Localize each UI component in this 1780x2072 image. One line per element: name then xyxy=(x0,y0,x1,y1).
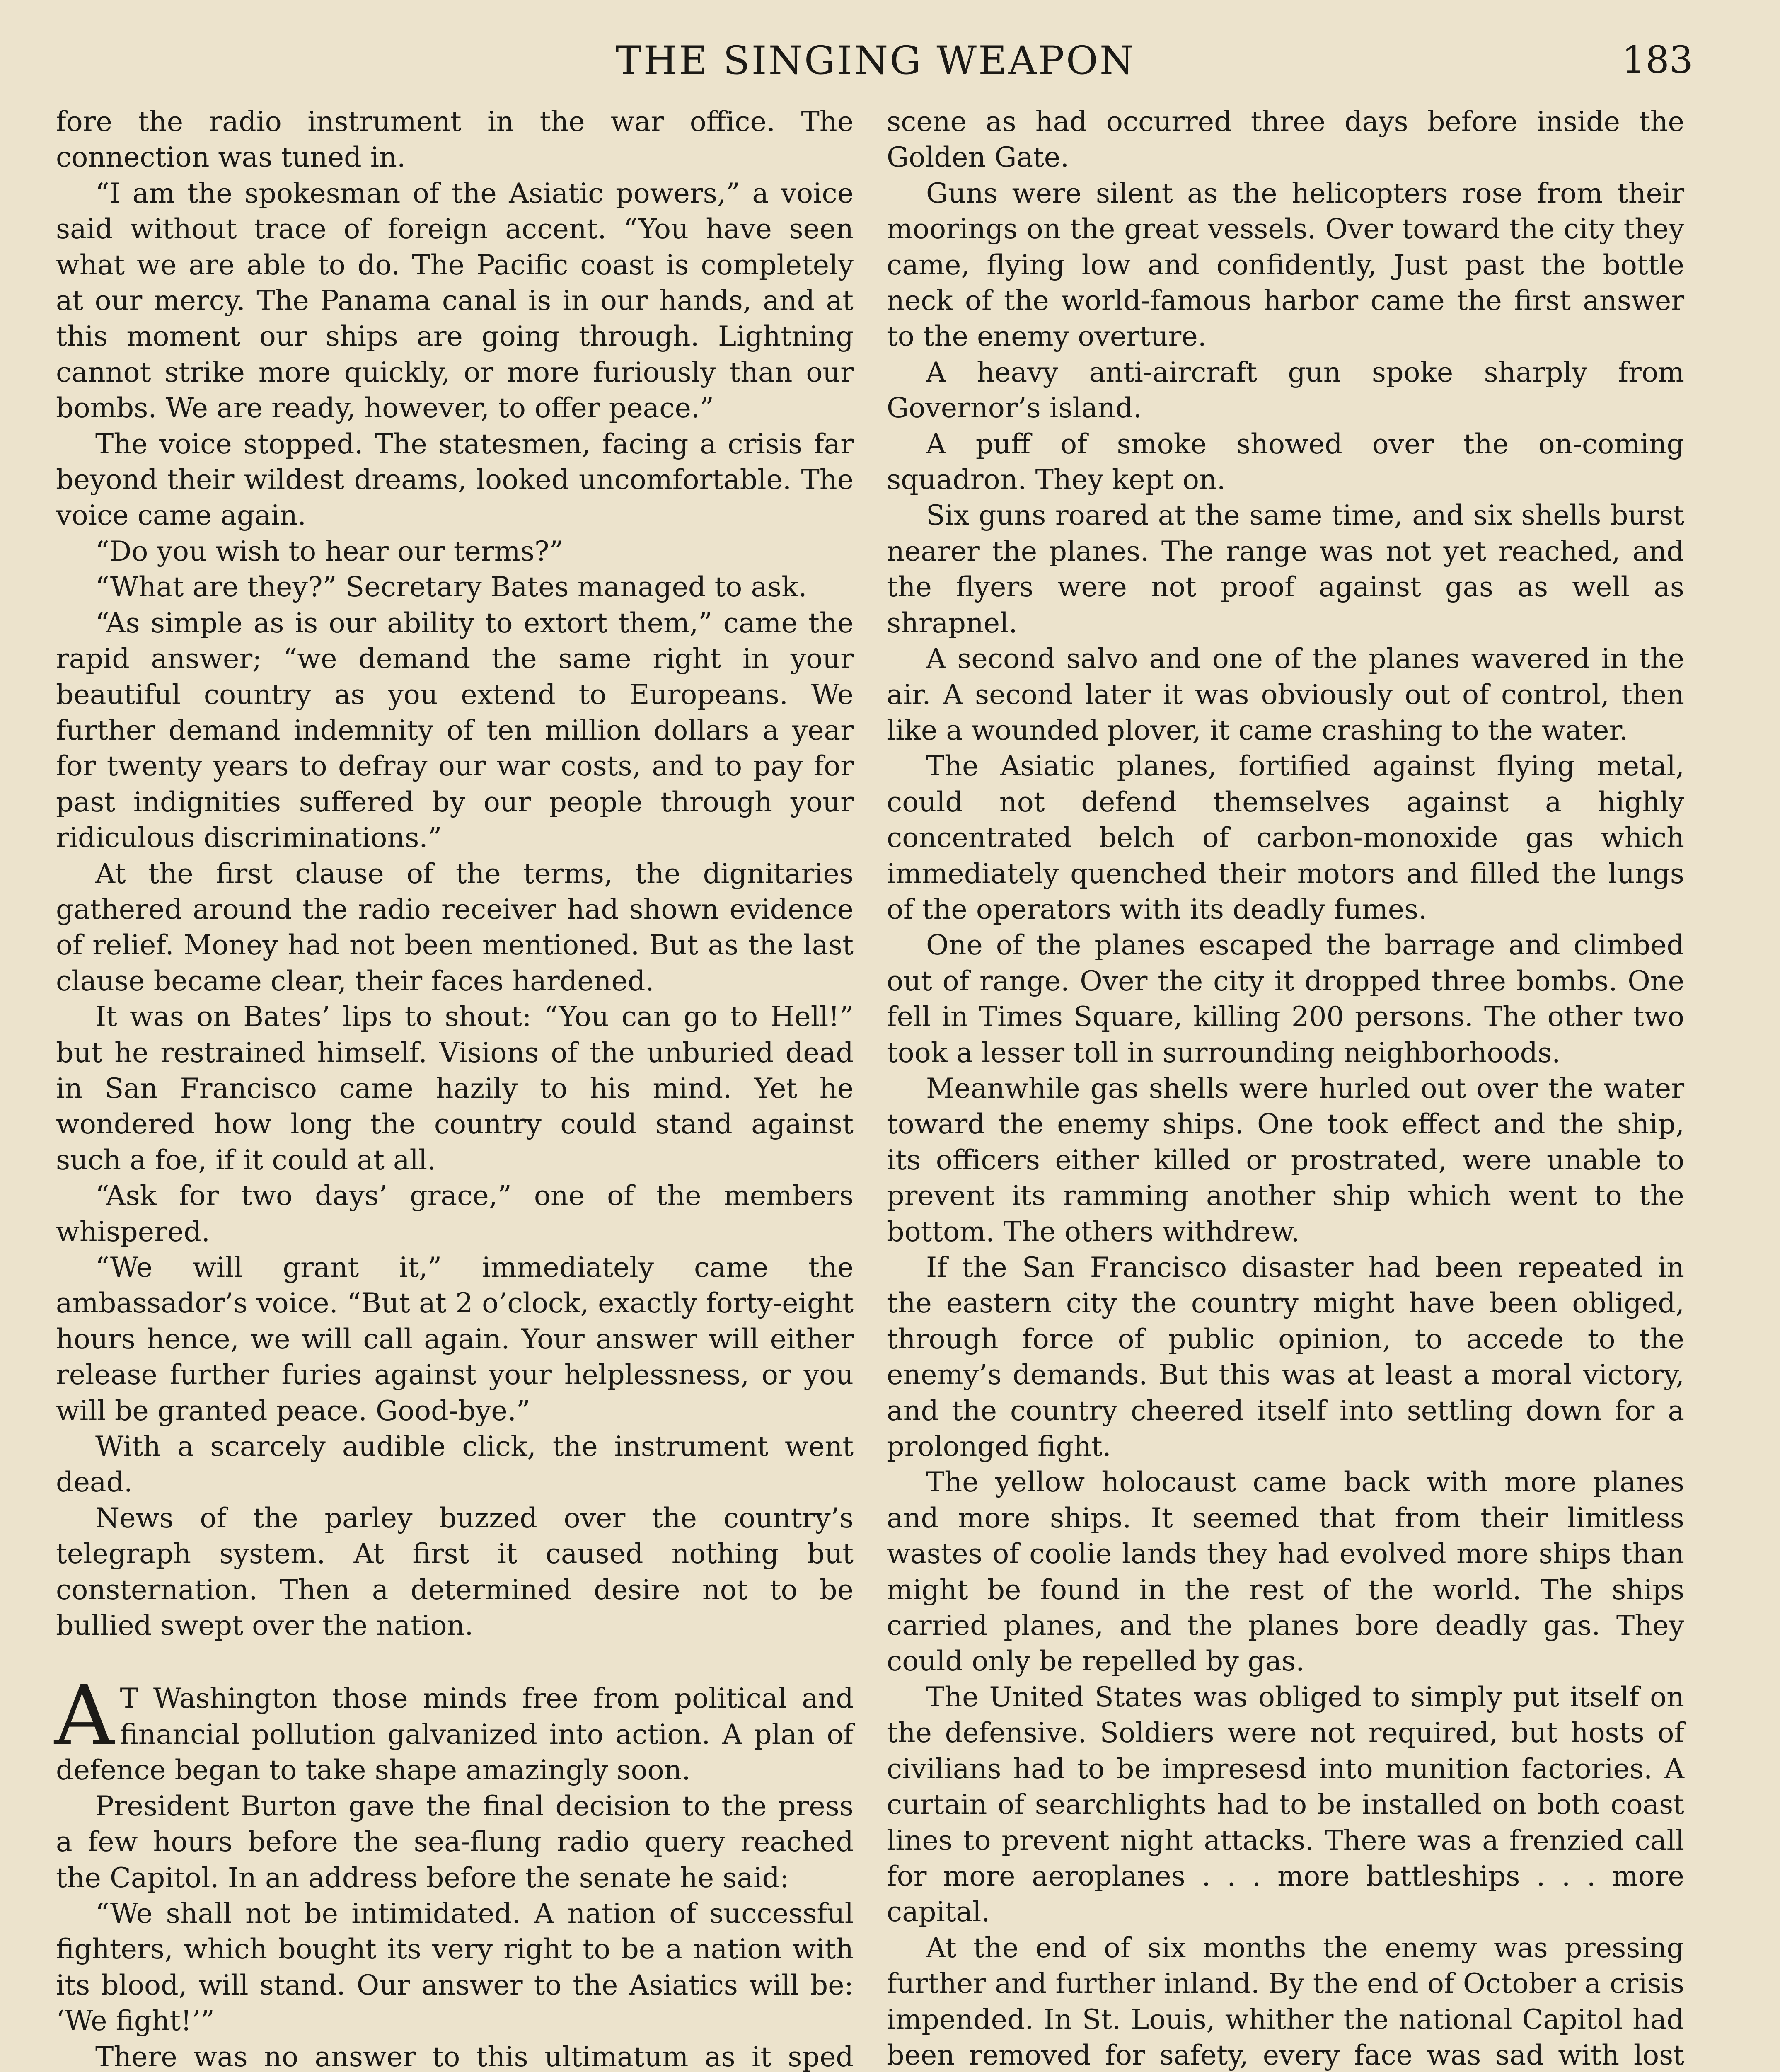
paragraph: “We will grant it,” immediately came the ambassador’s voice. “But at 2 o’clock, exactly forty-eight hours hence, we will call again. Your answer will either release further furies against your helplessness, or you will be granted peace. Good-bye.” xyxy=(56,1251,854,1427)
paragraph: President Burton gave the final decision to the press a few hours before the sea-flung radio query reached the Capitol. In an address before the senate he said: xyxy=(56,1789,854,1894)
paragraph: A puff of smoke showed over the on-coming squadron. They kept on. xyxy=(887,427,1684,496)
drop-cap: A xyxy=(54,1668,114,1765)
paragraph: “Do you wish to hear our terms?” xyxy=(95,535,564,567)
paragraph: At the end of six months the enemy was pressing further and further inland. By the end of October a crisis impended. In St. Louis, whither the national Capitol had been removed for safety, every face was sad with lost xyxy=(887,1931,1684,2071)
paragraph: The yellow holocaust came back with more planes and more ships. It seemed that from their limitless wastes of coolie lands they had evolved more ships than might be found in the rest of the world. The ships carried planes, and the planes bore deadly gas. They could only be repelled by gas. xyxy=(887,1466,1684,1677)
paragraph: A second salvo and one of the planes wavered in the air. A second later it was obviously out of control, then like a wounded plover, it came crashing to the water. xyxy=(887,642,1684,746)
paragraph: With a scarcely audible click, the instrument went dead. xyxy=(56,1430,854,1498)
paragraph: “What are they?” Secretary Bates managed to ask. xyxy=(95,571,807,603)
page-header xyxy=(58,38,1693,92)
running-title: THE SINGING WEAPON xyxy=(615,38,1136,83)
paragraph: Guns were silent as the helicopters rose from their moorings on the great vessels. Over toward the city they came, flying low and confidently, Just past the bottle neck of the world-famous harbor came the first answer to the enemy overture. xyxy=(887,177,1684,353)
paragraph: scene as had occurred three days before inside the Golden Gate. xyxy=(887,105,1684,174)
paragraph: Meanwhile gas shells were hurled out over the water toward the enemy ships. One took effect and the ship, its officers either killed or prostrated, were unable to prevent its ramming another ship which went to the bottom. The others withdrew. xyxy=(887,1072,1684,1248)
paragraph: News of the parley buzzed over the country’s telegraph system. At first it caused nothing but consternation. Then a determined desire not to be bullied swept over the nation. xyxy=(56,1501,854,1642)
paragraph: One of the planes escaped the barrage and climbed out of range. Over the city it dropped three bombs. One fell in Times Square, killing 200 persons. The other two took a lesser toll in surrounding neighborhoods. xyxy=(887,929,1684,1069)
page-number: 183 xyxy=(1622,38,1693,82)
paragraph: “I am the spokesman of the Asiatic powers,” a voice said without trace of foreign accent. “You have seen what we are able to do. The Pacific coast is completely at our mercy. The Panama canal is in our hands, and at this moment our ships are going through. Lightning cannot strike more quickly, or more furiously than our bombs. We are ready, however, to offer peace.” xyxy=(56,177,854,424)
paragraph: “As simple as is our ability to extort them,” came the rapid answer; “we demand the same right in your beautiful country as you extend to Europeans. We further demand indemnity of ten million dollars a year for twenty years to defray our war costs, and to pay for past indignities suffered by our people through your ridiculous discriminations.” xyxy=(56,606,854,854)
section-opening-paragraph xyxy=(54,1668,854,1788)
paragraph: The United States was obliged to simply put itself on the defensive. Soldiers were not required, but hosts of civilians had to be impresesd into munition factories. A curtain of searchlights had to be installed on both coast lines to prevent night attacks. There was a frenzied call for more aeroplanes . . . more battleships . . . more capital. xyxy=(887,1680,1684,1928)
paragraph: If the San Francisco disaster had been repeated in the eastern city the country might have been obliged, through force of public opinion, to accede to the enemy’s demands. But this was at least a moral victory, and the country cheered itself into settling down for a prolonged fight. xyxy=(887,1251,1684,1463)
right-column xyxy=(887,104,1684,2072)
paragraph: There was no answer to this ultimatum as it sped xyxy=(95,2040,854,2072)
paragraph: It was on Bates’ lips to shout: “You can go to Hell!” but he restrained himself. Visions of the unburied dead in San Francisco came hazily to his mind. Yet he wondered how long the country could stand against such a foe, if it could at all. xyxy=(56,1000,854,1176)
paragraph: “We shall not be intimidated. A nation of successful fighters, which bought its very right to be a nation with its blood, will stand. Our answer to the Asiatics will be: ‘We fight!’” xyxy=(56,1897,854,2037)
paragraph: The voice stopped. The statesmen, facing a crisis far beyond their wildest dreams, looked uncomfortable. The voice came again. xyxy=(56,427,854,532)
paragraph: The Asiatic planes, fortified against flying metal, could not defend themselves against a highly concentrated belch of carbon-monoxide gas which immediately quenched their motors and filled the lungs of the operators with its deadly fumes. xyxy=(887,750,1684,925)
paragraph: At the first clause of the terms, the dignitaries gathered around the radio receiver had shown evidence of relief. Money had not been mentioned. But as the last clause became clear, their faces hardened. xyxy=(56,857,854,997)
paragraph: “Ask for two days’ grace,” one of the members whispered. xyxy=(56,1179,854,1248)
paragraph: fore the radio instrument in the war office. The connection was tuned in. xyxy=(56,105,854,174)
paragraph: Six guns roared at the same time, and six shells burst nearer the planes. The range was not yet reached, and the flyers were not proof against gas as well as shrapnel. xyxy=(887,499,1684,639)
left-column xyxy=(56,104,854,2072)
section-break xyxy=(56,1643,854,1680)
section-opening-text: T Washington those minds free from political and financial pollution galvanized into action. A plan of defence began to take shape amazingly soon. xyxy=(56,1682,854,1786)
paragraph: A heavy anti-aircraft gun spoke sharply from Governor’s island. xyxy=(887,356,1684,424)
